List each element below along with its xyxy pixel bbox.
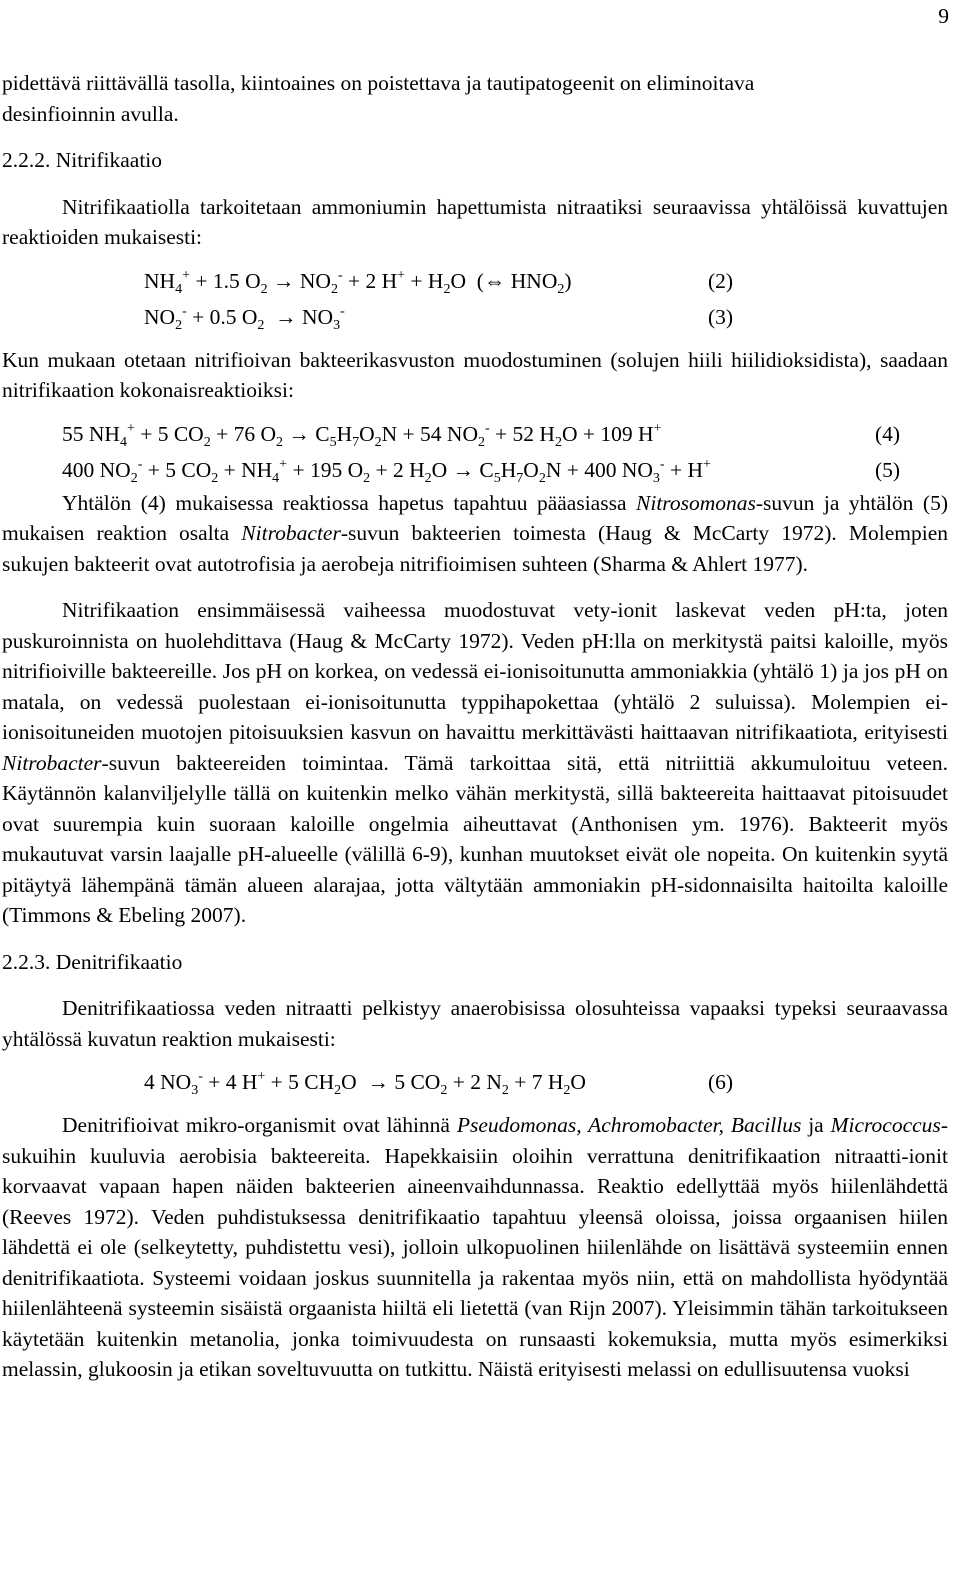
nitrification-paragraph-4: Nitrifikaation ensimmäisessä vaiheessa muodostuvat vety-ionit laskevat veden pH:ta, joten puskuroinnista on huolehdittava (Haug & McCarty 1972). Veden pH:lla on merkitystä paitsi kaloille, myös nitrifioiville bakteereille. Jos pH on korkea, on vedessä ei-ionisoitunutta ammoniakkia (yhtälö 1) ja jos pH on matala, on vedessä puolestaan ei-ionisoitunutta typpihapokettaa (yhtälö 2 suluissa). Molempien ei-ionisoituneiden muotojen pitoisuuksien kasvun on havaittu merkittävästi haittaavan nitrifikaatiota, erityisesti Nitrobacter-suvun bakteereiden toimintaa. Tämä tarkoittaa sitä, että nitriittiä akkumuloituu veteen. Käytännön kalanviljelylle tällä on kuitenkin melko vähän merkitystä, sillä bakteereita haittaavat pitoisuudet ovat suurempia kuin suoraan kaloille ongelmia aiheuttavat (Anthonisen ym. 1976). Bakteerit myös mukautuvat varsin laajalle pH-alueelle (välillä 6-9), kunhan muutokset eivät ole nopeita. On kuitenkin syytä pitäytyä lähempänä tämän alueen alarajaa, jotta vältytään ammoniakin pH-sidonnaisilta haitoilta kaloille (Timmons & Ebeling 2007). — [2, 598, 948, 927]
genus-name: Nitrobacter — [241, 521, 341, 545]
equation-6 — [2, 1064, 948, 1100]
equation-number: (6) — [708, 1070, 734, 1094]
genus-name: Nitrosomonas — [636, 490, 756, 515]
intro-line-2: desinfioinnin avulla. — [2, 101, 179, 126]
equation-number: (3) — [708, 304, 734, 329]
page-number: 9 — [938, 4, 949, 28]
denitrification-paragraph-2: Denitrifioivat mikro-organismit ovat lähinnä Pseudomonas, Achromobacter, Bacillus ja Micrococcus-sukuihin kuuluvia aerobisia bakteereita. Hapekkaisiin oloihin verrattuna denitrifikaation nitraatti-ionit korvaavat vapaan hapen näiden bakteerien aineenvaihdunnassa. Reaktio edellyttää myös hiilenlähdettä (Reeves 1972). Veden puhdistuksessa denitrifikaatio tapahtuu yleensä oloissa, joissa orgaanisen hiilen lähdettä ei ole (selkeytetty, puhdistettu vesi), jolloin ulkopuolinen hiilenlähde on lisättävä systeemiin ennen denitrifikaatiota. Systeemi voidaan joskus suunnitella ja rakentaa myös niin, että on mahdollista hyödyntää hiilenlähteenä systeemin sisäistä orgaanista hiiltä eli lietettä (van Rijn 2007). Yleisimmin tähän tarkoitukseen käytetään kuitenkin metanolia, jonka toimivuudesta on runsaasti kokemuksia, mutta myös esimerkiksi melassin, glukoosin ja etikan soveltuvuutta on tutkittu. Näistä erityisesti melassi on edullisuutensa vuoksi — [2, 1113, 948, 1381]
equation-2 — [2, 263, 948, 299]
equation-number: (2) — [708, 268, 734, 293]
genus-name: Micrococcus — [830, 1113, 941, 1137]
equation-formula: 55 $NH_4^+ + 5$ $CO_2 + 76$ $O_2 \to C_5H_7O_2N + 54$ $NO_2^- + 52$ $H_2O + 109$ H+ — [62, 420, 662, 450]
intro-paragraph — [2, 68, 948, 129]
genus-name: Nitrobacter — [2, 750, 102, 775]
equation-formula: 400 $NO_2^- + 5$ $CO_2 + NH_4^+ + 195$ $O_2 + 2$ $H_2O \to C_5H_7O_2N + 400$ $NO_3^- + H^+$ — [62, 456, 711, 486]
intro-line-1: pidettävä riittävällä tasolla, kiintoaines on poistettava ja tautipatogeenit on eliminoitava — [2, 71, 755, 95]
equation-formula: $NH_4^+ + 1.5$ $O_2 \to NO_2^- + 2$ $H^+ + H_2O$ (⇔ $HNO_2$) — [144, 267, 572, 297]
section-heading-nitrification: 2.2.2. Nitrifikaatio — [2, 148, 163, 172]
equation-formula: $NO_2^- + 0.5$ $O_2 \to NO_3^-$ — [144, 303, 345, 333]
equation-3 — [2, 299, 948, 335]
nitrification-paragraph-2: Kun mukaan otetaan nitrifioivan bakteerikasvuston muodostuminen (solujen hiili hiilidioksidista), saadaan nitrifikaation kokonaisreaktioiksi: — [2, 347, 948, 402]
denitrification-intro: Denitrifikaatiossa veden nitraatti pelkistyy anaerobisissa olosuhteissa vapaaksi typeksi seuraavassa yhtälössä kuvatun reaktion mukaisesti: — [2, 996, 948, 1051]
document-body — [2, 68, 948, 1385]
nitrification-paragraph-3: Yhtälön (4) mukaisessa reaktiossa hapetus tapahtuu pääasiassa Nitrosomonas-suvun ja yhtälön (5) mukaisen reaktion osalta Nitrobacter-suvun bakteerien toimesta (Haug & McCarty 1972). Molempien sukujen bakteerit ovat autotrofisia ja aerobeja nitrifioimisen suhteen (Sharma & Ahlert 1977). — [2, 490, 948, 576]
equation-5 — [2, 452, 948, 488]
equation-number: (5) — [875, 457, 901, 482]
genus-name: Pseudomonas, Achromobacter, Bacillus — [456, 1113, 802, 1137]
nitrification-intro: Nitrifikaatiolla tarkoitetaan ammoniumin hapettumista nitraatiksi seuraavissa yhtälöissä kuvattujen reaktioiden mukaisesti: — [2, 194, 948, 249]
equation-4 — [2, 416, 948, 452]
section-heading-denitrification: 2.2.3. Denitrifikaatio — [2, 949, 183, 974]
equation-number: (4) — [875, 421, 901, 446]
equation-formula: 4 $NO_3^- + 4$ H+ + 5 $CH_2O \to 5$ $CO_2 + 2$ $N_2 + 7$ $H_2O$ — [144, 1069, 586, 1098]
